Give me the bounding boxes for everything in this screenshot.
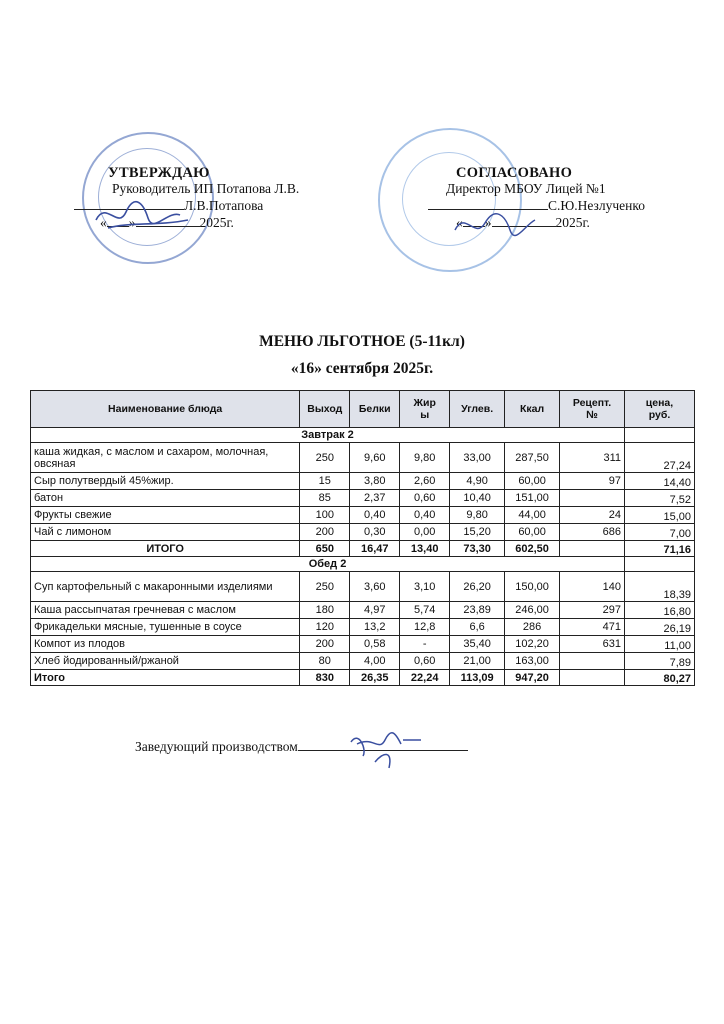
table-row xyxy=(31,443,695,473)
dish-name: Компот из плодов xyxy=(31,636,300,653)
dish-kcal: 286 xyxy=(505,619,560,636)
total-price: 80,27 xyxy=(625,670,695,686)
dish-yield: 250 xyxy=(300,443,350,473)
section-row xyxy=(31,557,695,572)
dish-carbs: 9,80 xyxy=(450,507,505,524)
dish-kcal: 102,20 xyxy=(505,636,560,653)
table-row xyxy=(31,619,695,636)
dish-name: Суп картофельный с макаронными изделиями xyxy=(31,572,300,602)
dish-recipe: 686 xyxy=(560,524,625,541)
dish-yield: 15 xyxy=(300,473,350,490)
dish-yield: 200 xyxy=(300,636,350,653)
dish-yield: 180 xyxy=(300,602,350,619)
signature-right xyxy=(450,205,540,245)
table-row xyxy=(31,653,695,670)
section-price-empty xyxy=(625,428,695,443)
table-row xyxy=(31,572,695,602)
dish-yield: 200 xyxy=(300,524,350,541)
dish-price: 18,39 xyxy=(625,572,695,602)
col-recipe-header: Рецепт. № xyxy=(560,391,625,428)
dish-carbs: 10,40 xyxy=(450,490,505,507)
dish-protein: 3,60 xyxy=(350,572,400,602)
dish-price: 7,52 xyxy=(625,490,695,507)
signature-footer xyxy=(345,722,425,772)
dish-carbs: 6,6 xyxy=(450,619,505,636)
col-kcal-header: Ккал xyxy=(505,391,560,428)
dish-kcal: 246,00 xyxy=(505,602,560,619)
total-carbs: 73,30 xyxy=(450,541,505,557)
dish-name: Чай с лимоном xyxy=(31,524,300,541)
dish-carbs: 21,00 xyxy=(450,653,505,670)
approval-left-title: УТВЕРЖДАЮ xyxy=(108,165,210,181)
dish-carbs: 4,90 xyxy=(450,473,505,490)
dish-carbs: 26,20 xyxy=(450,572,505,602)
menu-title: МЕНЮ ЛЬГОТНОЕ (5-11кл) xyxy=(259,333,465,350)
dish-price: 15,00 xyxy=(625,507,695,524)
dish-recipe: 631 xyxy=(560,636,625,653)
dish-fat: 9,80 xyxy=(400,443,450,473)
dish-protein: 4,00 xyxy=(350,653,400,670)
table-row xyxy=(31,524,695,541)
dish-price: 27,24 xyxy=(625,443,695,473)
col-name-header: Наименование блюда xyxy=(31,391,300,428)
dish-protein: 4,97 xyxy=(350,602,400,619)
total-fat: 13,40 xyxy=(400,541,450,557)
dish-fat: 5,74 xyxy=(400,602,450,619)
dish-fat: 0,40 xyxy=(400,507,450,524)
total-row xyxy=(31,670,695,686)
table-row xyxy=(31,636,695,653)
col-fat-header: Жир ы xyxy=(400,391,450,428)
table-header-row xyxy=(31,391,695,428)
approval-right-signer: С.Ю.Незлученко xyxy=(548,198,645,213)
table-row xyxy=(31,602,695,619)
dish-kcal: 60,00 xyxy=(505,473,560,490)
dish-carbs: 23,89 xyxy=(450,602,505,619)
dish-kcal: 44,00 xyxy=(505,507,560,524)
dish-yield: 85 xyxy=(300,490,350,507)
signature-left xyxy=(88,190,198,240)
approval-right-year: 2025г. xyxy=(555,215,590,230)
approval-left-date-open: « xyxy=(100,215,107,230)
dish-protein: 2,37 xyxy=(350,490,400,507)
menu-table xyxy=(30,390,695,686)
dish-recipe xyxy=(560,653,625,670)
total-kcal: 947,20 xyxy=(505,670,560,686)
dish-fat: 2,60 xyxy=(400,473,450,490)
menu-date: «16» сентября 2025г. xyxy=(290,360,434,377)
total-yield: 830 xyxy=(300,670,350,686)
dish-yield: 100 xyxy=(300,507,350,524)
approval-left-position: Руководитель ИП Потапова Л.В. xyxy=(112,181,300,196)
dish-yield: 250 xyxy=(300,572,350,602)
approval-left-date-close: » xyxy=(128,215,136,230)
dish-yield: 80 xyxy=(300,653,350,670)
col-price-header: цена, руб. xyxy=(625,391,695,428)
total-label: ИТОГО xyxy=(31,541,300,557)
footer-label: Заведующий производством xyxy=(135,739,298,754)
col-protein-header: Белки xyxy=(350,391,400,428)
dish-fat: 0,60 xyxy=(400,490,450,507)
dish-yield: 120 xyxy=(300,619,350,636)
dish-recipe: 140 xyxy=(560,572,625,602)
dish-price: 14,40 xyxy=(625,473,695,490)
dish-kcal: 151,00 xyxy=(505,490,560,507)
total-protein: 26,35 xyxy=(350,670,400,686)
dish-name: Фрукты свежие xyxy=(31,507,300,524)
dish-fat: - xyxy=(400,636,450,653)
dish-kcal: 287,50 xyxy=(505,443,560,473)
table-row xyxy=(31,507,695,524)
dish-price: 26,19 xyxy=(625,619,695,636)
dish-price: 7,89 xyxy=(625,653,695,670)
approval-right-title: СОГЛАСОВАНО xyxy=(456,165,573,181)
approval-right-date-close: » xyxy=(484,215,492,230)
dish-fat: 0,00 xyxy=(400,524,450,541)
dish-recipe: 24 xyxy=(560,507,625,524)
col-yield-header: Выход xyxy=(300,391,350,428)
total-protein: 16,47 xyxy=(350,541,400,557)
dish-carbs: 35,40 xyxy=(450,636,505,653)
col-carbs-header: Углев. xyxy=(450,391,505,428)
section-price-empty xyxy=(625,557,695,572)
dish-recipe: 311 xyxy=(560,443,625,473)
total-carbs: 113,09 xyxy=(450,670,505,686)
dish-protein: 9,60 xyxy=(350,443,400,473)
total-row xyxy=(31,541,695,557)
dish-recipe: 297 xyxy=(560,602,625,619)
total-label: Итого xyxy=(31,670,300,686)
dish-protein: 13,2 xyxy=(350,619,400,636)
dish-price: 11,00 xyxy=(625,636,695,653)
total-price: 71,16 xyxy=(625,541,695,557)
dish-name: Хлеб йодированный/ржаной xyxy=(31,653,300,670)
dish-name: батон xyxy=(31,490,300,507)
approval-right-position: Директор МБОУ Лицей №1 xyxy=(446,181,606,196)
dish-fat: 0,60 xyxy=(400,653,450,670)
dish-kcal: 60,00 xyxy=(505,524,560,541)
dish-price: 7,00 xyxy=(625,524,695,541)
approval-left-year: 2025г. xyxy=(199,215,234,230)
dish-kcal: 150,00 xyxy=(505,572,560,602)
dish-name: каша жидкая, с маслом и сахаром, молочная, овсяная xyxy=(31,443,300,473)
dish-price: 16,80 xyxy=(625,602,695,619)
total-recipe-empty xyxy=(560,670,625,686)
total-recipe-empty xyxy=(560,541,625,557)
table-row xyxy=(31,473,695,490)
dish-carbs: 15,20 xyxy=(450,524,505,541)
dish-recipe: 97 xyxy=(560,473,625,490)
table-row xyxy=(31,490,695,507)
dish-kcal: 163,00 xyxy=(505,653,560,670)
dish-fat: 3,10 xyxy=(400,572,450,602)
total-fat: 22,24 xyxy=(400,670,450,686)
dish-name: Фрикадельки мясные, тушенные в соусе xyxy=(31,619,300,636)
approval-left-signer: Л.В.Потапова xyxy=(184,198,264,213)
total-kcal: 602,50 xyxy=(505,541,560,557)
dish-name: Каша рассыпчатая гречневая с маслом xyxy=(31,602,300,619)
dish-protein: 3,80 xyxy=(350,473,400,490)
dish-recipe xyxy=(560,490,625,507)
dish-protein: 0,30 xyxy=(350,524,400,541)
dish-protein: 0,58 xyxy=(350,636,400,653)
section-row xyxy=(31,428,695,443)
dish-fat: 12,8 xyxy=(400,619,450,636)
dish-carbs: 33,00 xyxy=(450,443,505,473)
dish-name: Сыр полутвердый 45%жир. xyxy=(31,473,300,490)
dish-recipe: 471 xyxy=(560,619,625,636)
dish-protein: 0,40 xyxy=(350,507,400,524)
section-title: Завтрак 2 xyxy=(31,428,625,443)
section-title: Обед 2 xyxy=(31,557,625,572)
approval-right-date-open: « xyxy=(456,215,463,230)
total-yield: 650 xyxy=(300,541,350,557)
